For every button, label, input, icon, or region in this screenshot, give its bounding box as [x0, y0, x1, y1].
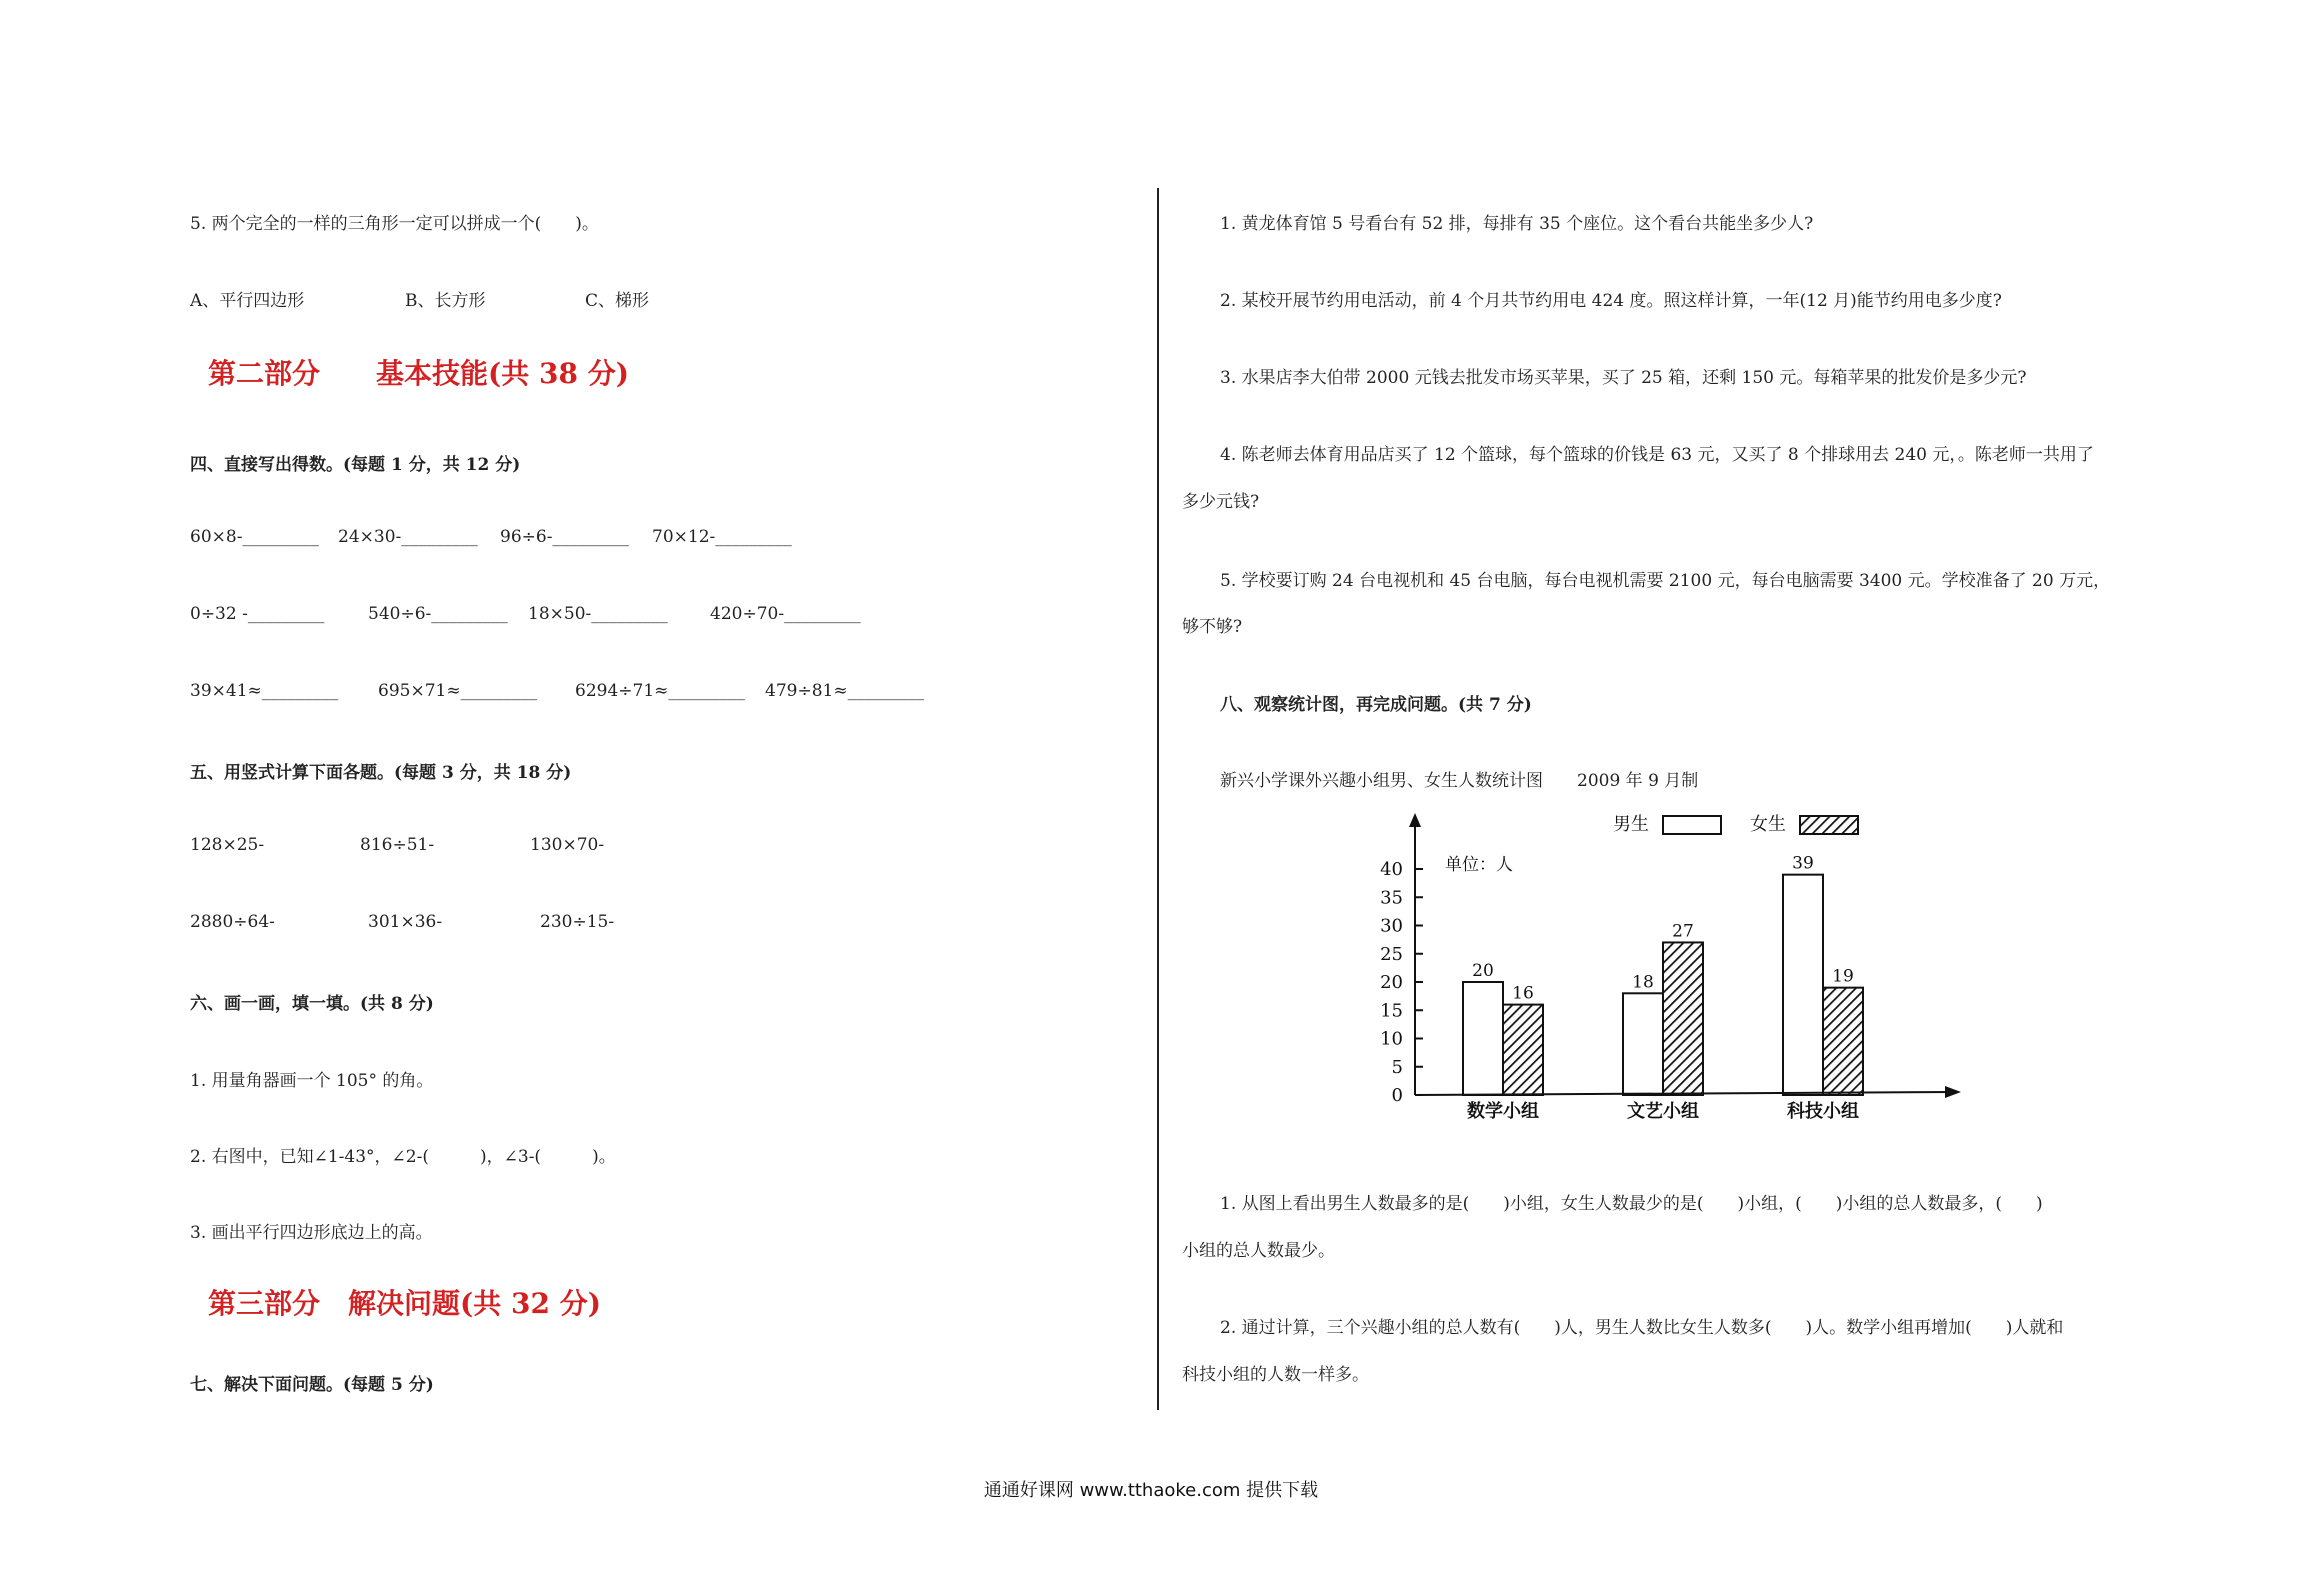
problem-4-line2: 多少元钱? — [1182, 492, 1260, 512]
y-tick-label: 25 — [1380, 943, 1403, 965]
section8-title: 八、观察统计图，再完成问题。(共 7 分) — [1220, 695, 1532, 715]
sec5-r2-c2: 301×36- — [368, 912, 443, 932]
bar-chart — [1345, 795, 1985, 1135]
sec4-r2-c1: 0÷32 -_________ — [190, 604, 325, 624]
sec5-r1-c3: 130×70- — [530, 835, 605, 855]
y-axis — [1380, 813, 1423, 1106]
legend-label-boys: 男生 — [1613, 814, 1649, 835]
question-5: 5. 两个完全的一样的三角形一定可以拼成一个( )。 — [190, 214, 599, 234]
y-tick-label: 35 — [1380, 887, 1403, 909]
sec4-r2-c4: 420÷70-_________ — [710, 604, 861, 624]
bar-value-label: 18 — [1632, 972, 1654, 993]
footer-credit: 通通好课网 www.tthaoke.com 提供下载 — [983, 1480, 1319, 1501]
y-tick-label: 40 — [1380, 859, 1403, 880]
problem-5-line2: 够不够? — [1182, 617, 1243, 637]
problem-5-line1: 5. 学校要订购 24 台电视机和 45 台电脑，每台电视机需要 2100 元，每台电脑需要 3400 元。学校准备了 20 万元， — [1220, 571, 2111, 591]
bar-value-label: 16 — [1512, 983, 1534, 1004]
bar-value-label: 27 — [1672, 921, 1694, 942]
legend-swatch-boys — [1663, 816, 1721, 834]
sec5-r2-c3: 230÷15- — [540, 912, 615, 932]
legend — [1613, 814, 1858, 835]
sec4-r1-c1: 60×8-_________ — [190, 527, 319, 547]
bar-girls — [1823, 988, 1863, 1095]
section5-title: 五、用竖式计算下面各题。(每题 3 分，共 18 分) — [190, 763, 572, 783]
y-tick-label: 5 — [1391, 1056, 1403, 1078]
q5-option-c: C、梯形 — [585, 291, 650, 311]
section7-title: 七、解决下面问题。(每题 5 分) — [190, 1375, 434, 1395]
q5-option-a: A、平行四边形 — [190, 291, 305, 311]
legend-swatch-girls — [1800, 816, 1858, 834]
problem-2: 2. 某校开展节约用电活动，前 4 个月共节约用电 424 度。照这样计算，一年(12 月)能节约用电多少度? — [1220, 291, 2002, 311]
part3-title: 第三部分 解决问题(共 32 分) — [208, 1287, 601, 1320]
y-axis-arrow — [1409, 813, 1421, 827]
sec5-r2-c1: 2880÷64- — [190, 912, 275, 932]
sec4-r2-c3: 18×50-_________ — [528, 604, 668, 624]
sec6-item-3: 3. 画出平行四边形底边上的高。 — [190, 1223, 433, 1243]
sec5-r1-c1: 128×25- — [190, 835, 265, 855]
q5-option-b: B、长方形 — [405, 291, 486, 311]
sec4-r3-c1: 39×41≈_________ — [190, 681, 339, 701]
sec4-r1-c3: 96÷6-_________ — [500, 527, 629, 547]
bar-boys — [1463, 982, 1503, 1095]
sec6-item-1: 1. 用量角器画一个 105° 的角。 — [190, 1071, 434, 1091]
x-category-label: 科技小组 — [1787, 1101, 1859, 1122]
bar-girls — [1503, 1005, 1543, 1095]
y-tick-label: 10 — [1380, 1028, 1403, 1050]
sec4-r2-c2: 540÷6-_________ — [368, 604, 508, 624]
chart-question-1-line1: 1. 从图上看出男生人数最多的是( )小组，女生人数最少的是( )小组，( )小组的总人数最多，( ) — [1220, 1194, 2043, 1214]
chart-question-2-line1: 2. 通过计算，三个兴趣小组的总人数有( )人，男生人数比女生人数多( )人。数学小组再增加( )人就和 — [1220, 1318, 2064, 1338]
sec4-r3-c4: 479÷81≈_________ — [765, 681, 925, 701]
problem-1: 1. 黄龙体育馆 5 号看台有 52 排，每排有 35 个座位。这个看台共能坐多少人? — [1220, 214, 1814, 234]
x-axis-arrow — [1945, 1086, 1961, 1098]
bars — [1463, 854, 1863, 1095]
y-tick-label: 20 — [1380, 972, 1403, 993]
chart-question-1-line2: 小组的总人数最少。 — [1182, 1241, 1335, 1261]
chart-question-2-line2: 科技小组的人数一样多。 — [1182, 1365, 1369, 1385]
problem-3: 3. 水果店李大伯带 2000 元钱去批发市场买苹果，买了 25 箱，还剩 150 元。每箱苹果的批发价是多少元? — [1220, 368, 2027, 388]
problem-4-line1: 4. 陈老师去体育用品店买了 12 个篮球，每个篮球的价钱是 63 元，又买了 8 个排球用去 240 元，。陈老师一共用了 — [1220, 445, 2094, 465]
y-tick-label: 15 — [1380, 1000, 1403, 1022]
sec6-item-2: 2. 右图中，已知∠1-43°，∠2-( )，∠3-( )。 — [190, 1147, 616, 1167]
x-category-label: 文艺小组 — [1627, 1101, 1699, 1122]
legend-label-girls: 女生 — [1750, 814, 1786, 835]
bar-value-label: 19 — [1832, 966, 1854, 987]
column-divider — [1157, 188, 1159, 1410]
chart-caption: 新兴小学课外兴趣小组男、女生人数统计图 2009 年 9 月制 — [1220, 771, 1699, 791]
sec4-r3-c3: 6294÷71≈_________ — [575, 681, 745, 701]
part2-title: 第二部分 基本技能(共 38 分) — [208, 357, 629, 390]
bar-boys — [1783, 875, 1823, 1095]
x-category-label: 数学小组 — [1467, 1101, 1539, 1122]
sec4-r1-c4: 70×12-_________ — [652, 527, 792, 547]
bar-girls — [1663, 942, 1703, 1095]
bar-boys — [1623, 993, 1663, 1095]
sec4-r3-c2: 695×71≈_________ — [378, 681, 538, 701]
sec5-r1-c2: 816÷51- — [360, 835, 435, 855]
bar-value-label: 20 — [1472, 961, 1494, 981]
bar-value-label: 39 — [1792, 853, 1814, 874]
section6-title: 六、画一画，填一填。(共 8 分) — [190, 994, 434, 1014]
y-tick-label: 0 — [1391, 1085, 1403, 1106]
unit-label: 单位：人 — [1445, 855, 1513, 875]
y-tick-label: 30 — [1380, 915, 1403, 937]
sec4-r1-c2: 24×30-_________ — [338, 527, 478, 547]
section4-title: 四、直接写出得数。(每题 1 分，共 12 分) — [190, 455, 521, 475]
